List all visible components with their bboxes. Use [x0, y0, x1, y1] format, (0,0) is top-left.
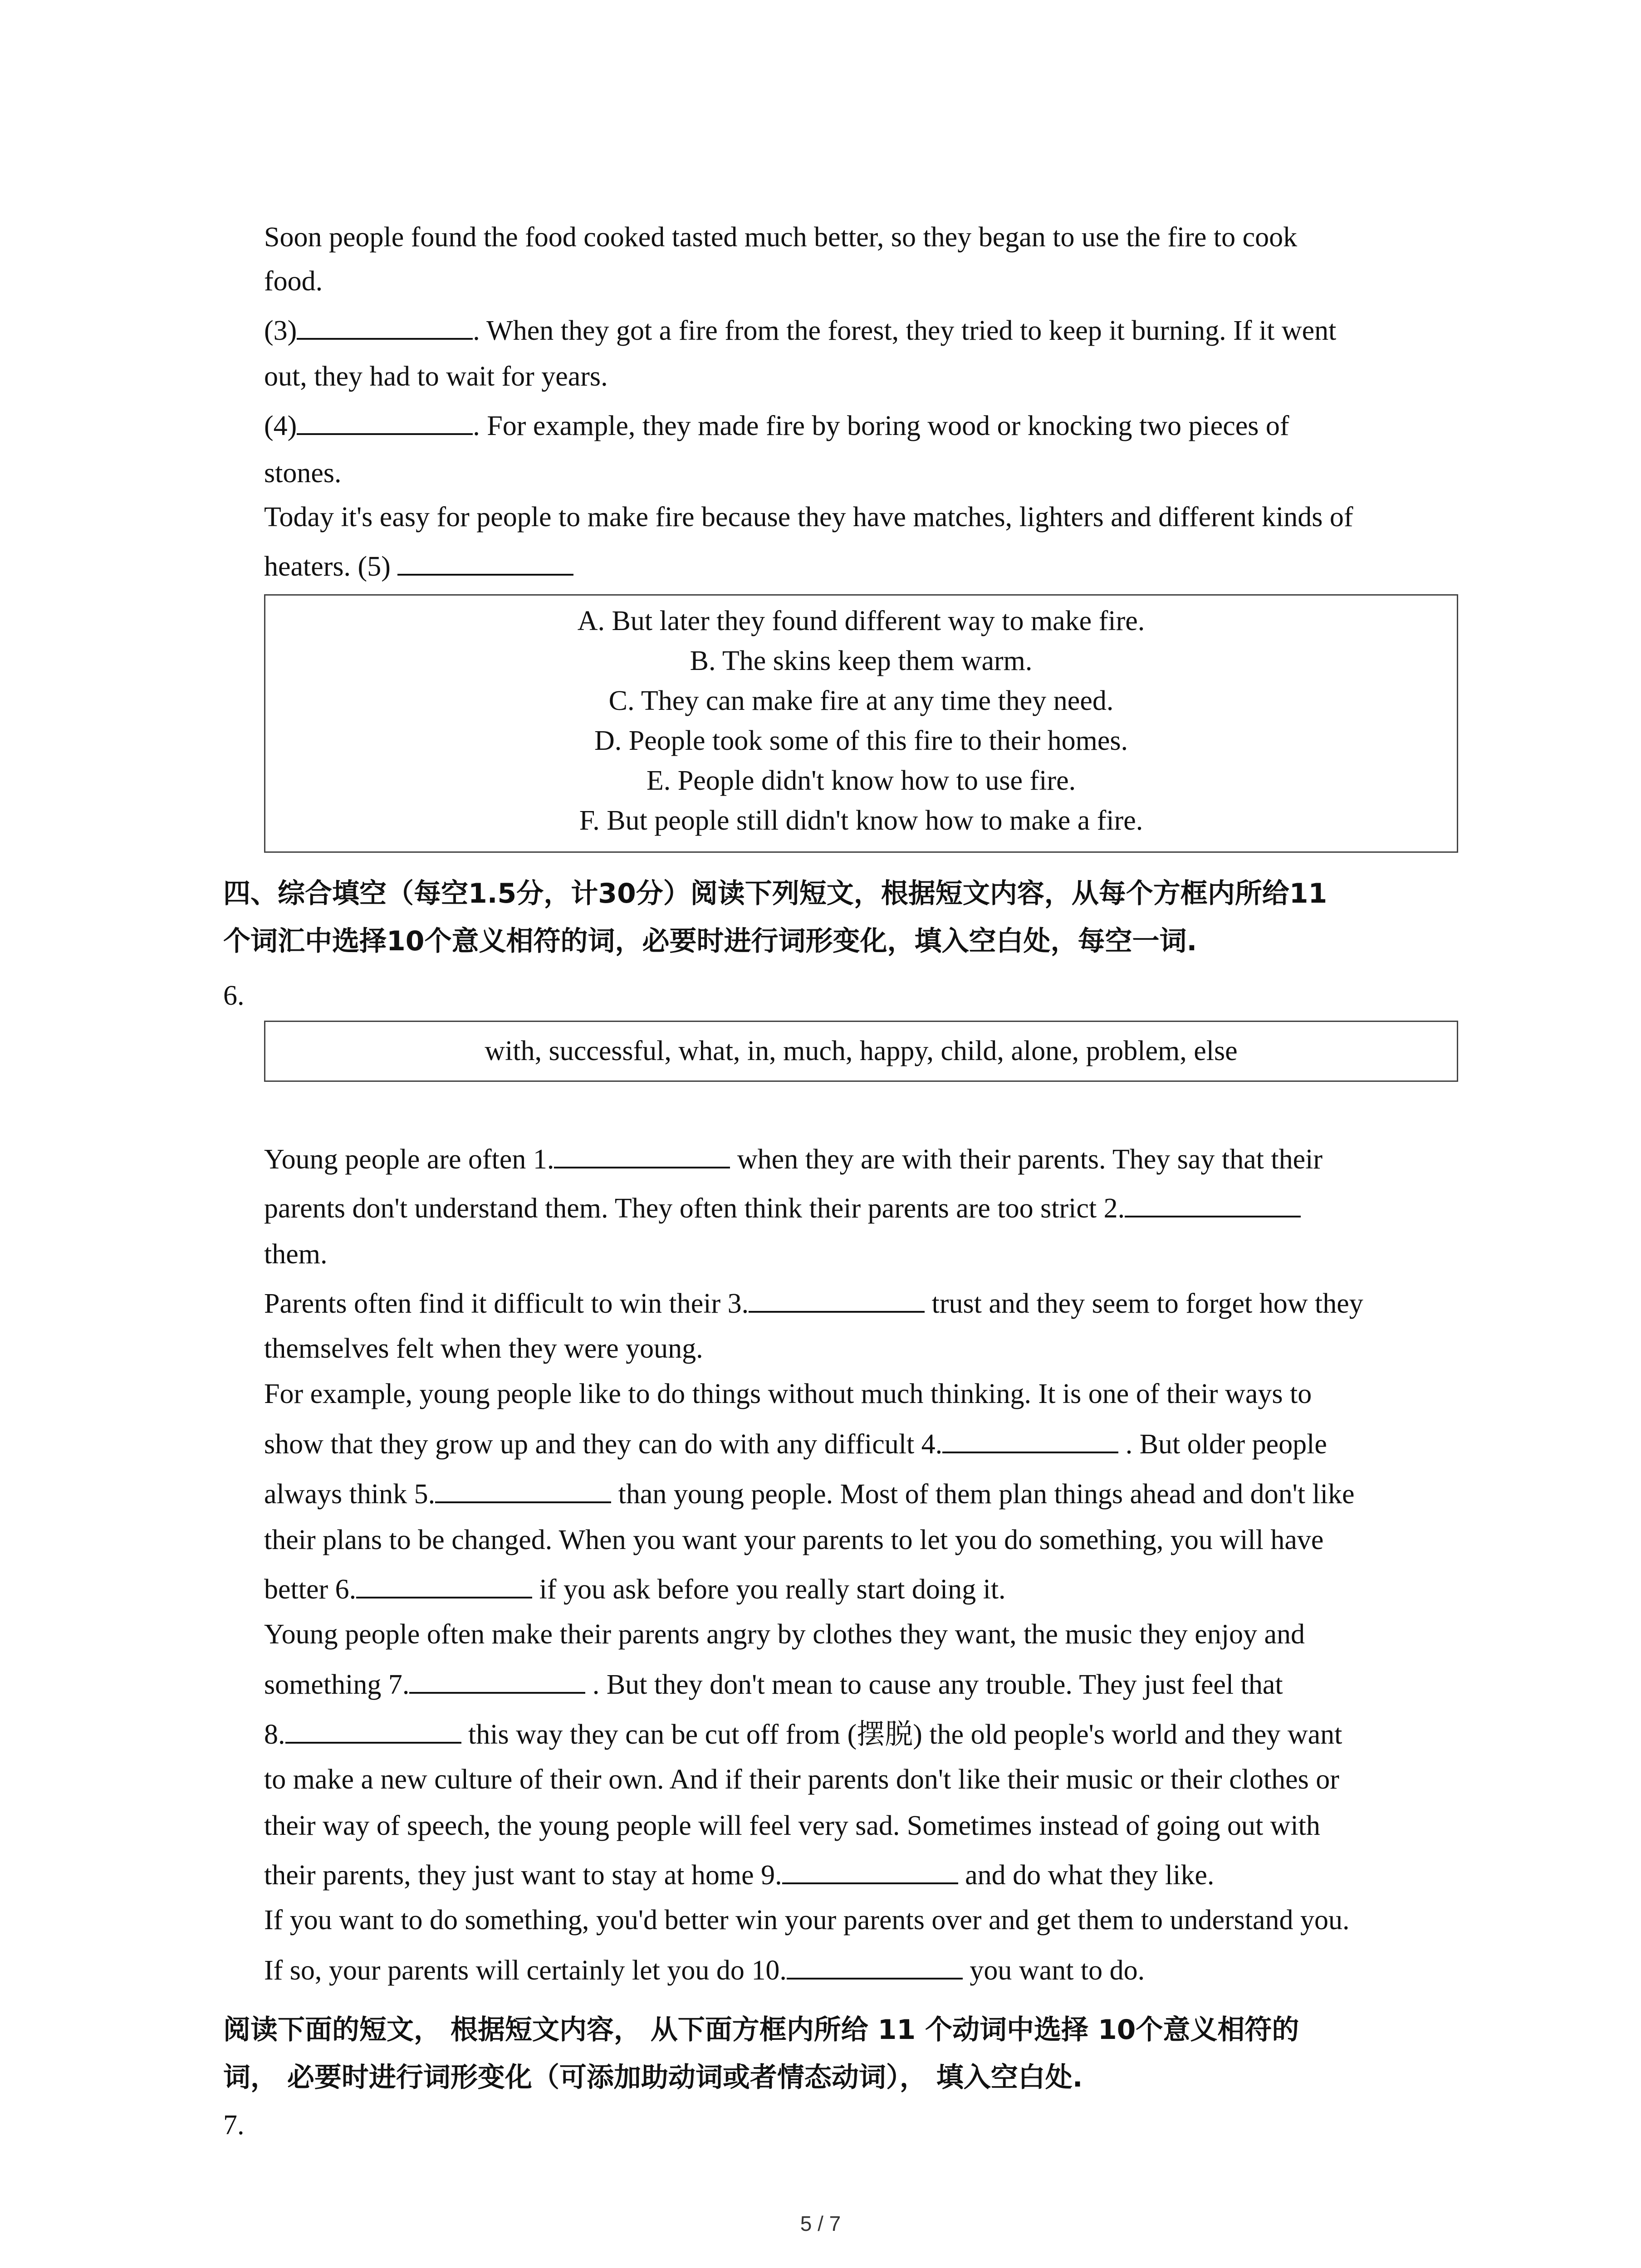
- passage-line: themselves felt when they were young.: [264, 1333, 703, 1364]
- passage-text: and do what they like.: [958, 1860, 1215, 1891]
- answer-blank-3[interactable]: [297, 314, 473, 340]
- passage-text: Parents often find it difficult to win their 3.: [264, 1288, 749, 1319]
- section-heading: 词， 必要时进行词形变化（可添加助动词或者情态动词）， 填入空白处.: [223, 2062, 1083, 2093]
- passage-line: Soon people found the food cooked tasted much better, so they began to use the fire to cook: [264, 222, 1298, 253]
- answer-blank-6[interactable]: [356, 1573, 532, 1598]
- passage-line: Young people often make their parents angry by clothes they want, the music they enjoy and: [264, 1619, 1305, 1650]
- passage-text: when they are with their parents. They say that their: [730, 1144, 1323, 1175]
- question-3-line: [264, 314, 1462, 347]
- passage-line: If you want to do something, you'd better win your parents over and get them to understand you.: [264, 1905, 1350, 1936]
- option-b: B. The skins keep them warm.: [690, 645, 1033, 676]
- answer-blank-5[interactable]: [435, 1478, 611, 1503]
- passage-text: this way they can be cut off from (摆脱) the old people's world and they want: [461, 1719, 1342, 1750]
- question-3-number: (3): [264, 315, 297, 346]
- passage-text: . But older people: [1118, 1429, 1327, 1460]
- answer-blank-3[interactable]: [749, 1287, 925, 1313]
- option-e: E. People didn't know how to use fire.: [646, 765, 1076, 796]
- option-a: A. But later they found different way to make fire.: [577, 606, 1145, 636]
- answer-blank-2[interactable]: [1125, 1192, 1301, 1217]
- passage-text: something 7.: [264, 1669, 410, 1700]
- option-c: C. They can make fire at any time they need.: [608, 685, 1114, 716]
- passage-line: their way of speech, the young people will feel very sad. Sometimes instead of going out with: [264, 1810, 1320, 1841]
- passage-line: [264, 1859, 1462, 1891]
- passage-text: 8.: [264, 1719, 285, 1750]
- passage-line: stones.: [264, 458, 342, 489]
- answer-blank-4[interactable]: [297, 410, 473, 435]
- passage-text: than young people. Most of them plan things ahead and don't like: [611, 1479, 1355, 1510]
- answer-blank-1[interactable]: [554, 1143, 730, 1168]
- question-3-text: . When they got a fire from the forest, they tried to keep it burning. If it went: [473, 315, 1337, 346]
- passage-line: [264, 1192, 1462, 1224]
- passage-line: [264, 1478, 1462, 1510]
- page-number: 5 / 7: [800, 2212, 841, 2235]
- passage-line: [264, 1428, 1462, 1460]
- passage-line: to make a new culture of their own. And if their parents don't like their music or their clothes or: [264, 1764, 1339, 1795]
- passage-text: trust and they seem to forget how they: [925, 1288, 1363, 1319]
- passage-text: better 6.: [264, 1574, 357, 1605]
- passage-line: [264, 1668, 1462, 1701]
- section-heading: 阅读下面的短文， 根据短文内容， 从下面方框内所给 11 个动词中选择 10个意义相符的: [223, 2014, 1299, 2046]
- passage-line: [264, 1718, 1462, 1750]
- passage-text: their parents, they just want to stay at home 9.: [264, 1860, 782, 1891]
- passage-text: If so, your parents will certainly let you do 10.: [264, 1955, 787, 1986]
- passage-text: always think 5.: [264, 1479, 436, 1510]
- answer-blank-7[interactable]: [409, 1668, 585, 1694]
- answer-blank-9[interactable]: [782, 1859, 958, 1884]
- section-heading: 四、综合填空（每空1.5分，计30分）阅读下列短文，根据短文内容，从每个方框内所给11: [223, 878, 1327, 909]
- passage-line: out, they had to wait for years.: [264, 361, 608, 392]
- passage-line: food.: [264, 266, 323, 297]
- question-4-line: [264, 410, 1462, 442]
- passage-text: parents don't understand them. They often think their parents are too strict 2.: [264, 1193, 1125, 1224]
- answer-blank-10[interactable]: [787, 1954, 963, 1980]
- passage-text: . But they don't mean to cause any trouble. They just feel that: [585, 1669, 1283, 1700]
- section-heading: 个词汇中选择10个意义相符的词，必要时进行词形变化，填入空白处，每空一词.: [223, 925, 1197, 957]
- answer-blank-8[interactable]: [285, 1718, 461, 1744]
- word-bank-box: [264, 1021, 1458, 1082]
- passage-text: show that they grow up and they can do with any difficult 4.: [264, 1429, 943, 1460]
- passage-line: [264, 1143, 1462, 1175]
- question-4-number: (4): [264, 411, 297, 441]
- question-4-text: . For example, they made fire by boring wood or knocking two pieces of: [473, 411, 1289, 441]
- passage-line: their plans to be changed. When you want your parents to let you do something, you will have: [264, 1525, 1324, 1555]
- passage-line: them.: [264, 1239, 328, 1270]
- passage-line: [264, 1573, 1462, 1605]
- passage-line: Today it's easy for people to make fire because they have matches, lighters and different kinds of: [264, 502, 1353, 533]
- option-d: D. People took some of this fire to their homes.: [594, 725, 1128, 756]
- question-number: 7.: [223, 2110, 245, 2141]
- passage-text: if you ask before you really start doing it.: [532, 1574, 1006, 1605]
- passage-text: you want to do.: [962, 1955, 1145, 1986]
- question-5-line: [264, 550, 1462, 582]
- passage-line: [264, 1287, 1462, 1320]
- question-number: 6.: [223, 980, 245, 1011]
- options-box: [264, 594, 1458, 853]
- option-f: F. But people still didn't know how to make a fire.: [579, 805, 1143, 836]
- question-5-text: heaters. (5): [264, 551, 398, 582]
- word-bank: with, successful, what, in, much, happy, child, alone, problem, else: [485, 1036, 1238, 1066]
- answer-blank-4[interactable]: [942, 1428, 1118, 1453]
- passage-line: For example, young people like to do things without much thinking. It is one of their ways to: [264, 1378, 1312, 1409]
- answer-blank-5[interactable]: [397, 550, 573, 576]
- passage-text: Young people are often 1.: [264, 1144, 554, 1175]
- passage-line: [264, 1954, 1462, 1986]
